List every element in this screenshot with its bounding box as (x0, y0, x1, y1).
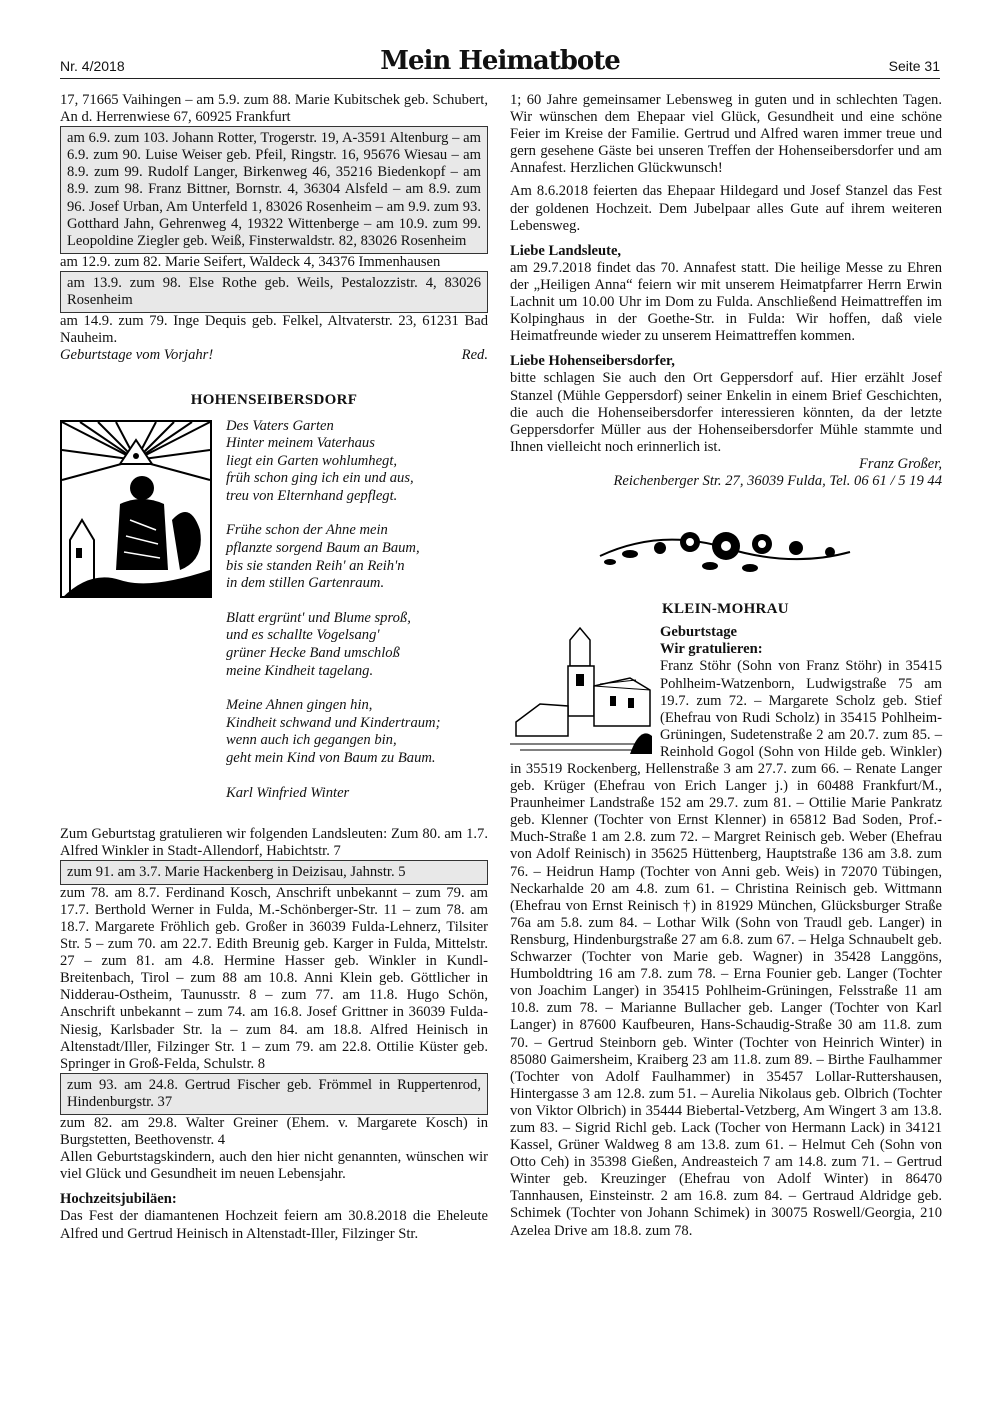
church-illustration (510, 626, 652, 754)
woodcut-illustration (60, 420, 212, 598)
right-column (510, 92, 942, 1240)
section-title-klein-mohrau: KLEIN-MOHRAU (662, 601, 789, 618)
editor-sign: Red. (461, 347, 488, 364)
congratulation-heading: Wir gratulieren: (660, 641, 763, 658)
floral-ornament (510, 518, 942, 578)
poem-line: meine Kindheit tagelang. (226, 662, 374, 679)
birthday-text: am 12.9. zum 82. Marie Seifert, Waldeck 4, 34376 Immenhausen (60, 253, 441, 270)
poem-line: früh schon ging ich ein und aus, (226, 470, 414, 487)
anniversary-heading: Hochzeitsjubiläen: (60, 1191, 177, 1208)
poem-line: geht mein Kind von Baum zu Baum. (226, 750, 436, 766)
page-number: Seite 31 (888, 58, 940, 74)
poem-line: Kindheit schwand und Kindertraum; (226, 714, 441, 731)
poem-line: bis sie standen Reih' an Reih'n (226, 557, 405, 574)
highlight-box: zum 93. am 24.8. Gertrud Fischer geb. Frömmel in Ruppertenrod, Hindenburgstr. 37 (60, 1073, 488, 1115)
poem-line: liegt ein Garten wohlumhegt, (226, 452, 398, 469)
poem-author: Karl Winfried Winter (226, 784, 350, 801)
note-text: Geburtstage vom Vorjahr! (60, 347, 214, 364)
poem-block (60, 418, 488, 826)
signature-address: Reichenberger Str. 27, 36039 Fulda, Tel. 06 61 / 5 19 44 (613, 472, 942, 489)
klein-mohrau-birthdays: Franz Stöhr (Sohn von Franz Stöhr) in 35415 Pohlheim-Watzenborn, Ludwigstraße 75 am 19.7. zum 72. – Margarete Scholz geb. Stief (Ehefrau von Rudi Scholz) in 35415 Pohlheim-Grüningen, Sudetenstraße 2 am 20.7. zum 85. – Reinhold Gogol (Sohn von Hilde geb. Winkler) in 35519 Rockenberg, Hellenstraße 3 am 27.7. zum 66. – Renate Langer geb. Krüger (Ehefrau von Erich Langer j.) in 60488 Frankfurt/M., Praunheimer Landstraße 152 am 29.7. zum 81. – Ottilie Marie Pankratz geb. Klenner (Tochter von Ernst Klenner) in 65812 Bad Soden, Prof.-Much-Straße 1 am 2.8. zum 72. – Margret Reinisch geb. Weber (Ehefrau von Adolf Reinisch) in 35625 Hüttenberg, Hauptstraße 136 am 3.8. zum 76. – Heidrun Hamp (Tochter von Anni geb. Weis) in 72070 Tübingen, Neckarhalde 20 am 4.8. zum 61. – Christina Reinisch geb. Wittmann (Ehefrau von Ernst Reinisch †) in 81929 München, Glücksburger Straße 76a am 5.8. zum 84. – Lothar Wilk (Sohn von Traudl geb. Langer) in Rensburg, Hindenburgstraße 27 am 6.8. zum 67. – Helga Schnaubelt geb. Schwarzer (Tochter von Marie geb. Wagner) in 35428 Langgöns, Humboldtring 16 am 7.8. zum 78. – Erna Founier geb. Langer (Tochter von Joachim Langer) in 35415 Pohlheim-Grüningen, Felsstraße 11 am 10.8. zum 78. – Marianne Bullacher geb. Langer (Tochter von Karl Langer) in 87600 Kaufbeuren, Hans-Schaudig-Straße 30 am 11.8. zum 70. – Gertrud Steinborn geb. Winter (Tochter von Heinrich Winter) in 85080 Gaimersheim, Kraiberg 23 am 11.8. zum 89. – Birthe Faulhammer (Tochter von Adolf Faulhammer) in 35457 Lollar-Ruttershausen, Hintergasse 3 am 12.8. zum 51. – Aurelia Nikolaus geb. Olbrich (Tochter von Viktor Olbrich) in 35444 Biebertal-Vetzberg, Am Wingert 3 am 13.8. zum 83. – Sigrid Richl geb. Lack (Tocher von Hermann Lack) in 34121 Kassel, Grüner Waldweg 8 am 13.8. zum 61. – Helmut Ceh (Sohn von Otto Ceh) in 35398 Gießen, Andreasteich 7 am 14.8. zum 71. – Gertrud Winter geb. Kreuzinger (Ehefrau von Adolf Winter) in 86470 Tannhausen, Einsteinstr. 2 am 16.8. zum 84. – Gertraud Aldridge geb. Schimek (Tochter von Johann Schimek) in 30075 Roswell/Georgia, 210 Azelea Drive am 18.8. zum 78. (510, 658, 942, 1239)
poem-line: Hinter meinem Vaterhaus (226, 435, 375, 452)
page-header (60, 38, 940, 79)
poem-line: wenn auch ich gegangen bin, (226, 732, 397, 749)
greeting-text: Allen Geburtstagskindern, auch den hier nicht genannten, wünschen wir viel Glück und Gesundheit im neuen Lebensjahr. (60, 1149, 488, 1183)
highlight-box: am 6.9. zum 103. Johann Rotter, Trogerstr. 19, A-3591 Altenburg – am 6.9. zum 90. Luise Weiser geb. Pfeil, Ringstr. 16, 95676 Wiesau – am 8.9. zum 99. Rudolf Langer, Birkenweg 46, 35216 Biedenkopf – am 8.9. zum 98. Franz Bittner, Bornstr. 4, 36304 Alsfeld – am 8.9. zum 96. Josef Urban, Am Unterfeld 1, 83026 Rosenheim – am 9.9. zum 93. Gotthard Jahn, Gehrenweg 4, 19322 Wittenberge – am 10.9. zum 99. Leopoldine Ziegler geb. Weiß, Finsterwaldstr. 82, 83026 Rosenheim (60, 126, 488, 254)
birthday-text: Zum Geburtstag gratulieren wir folgenden Landsleuten: Zum 80. am 1.7. Alfred Winkler in Stadt-Allendorf, Habichtstr. 7 (60, 825, 488, 859)
birthday-text: 17, 71665 Vaihingen – am 5.9. zum 88. Marie Kubitschek geb. Schubert, An d. Herrenwiese 67, 60925 Frankfurt (60, 92, 488, 126)
newspaper-title: Mein Heimatbote (380, 46, 620, 76)
klein-mohrau-block (510, 624, 942, 1239)
poem-line: treu von Elternhand gepflegt. (226, 487, 398, 504)
highlight-box: zum 91. am 3.7. Marie Hackenberg in Deizisau, Jahnstr. 5 (60, 860, 488, 885)
geppersdorf-text: bitte schlagen Sie auch den Ort Geppersdorf auf. Hier erzählt Josef Stanzel (Mühle Geppersdorf) seiner Enkelin in einem Brief Geschichten, die auch die Hohenseibersdorfer interessieren könnten, da der letzte Geppersdorfer Müller aus der Hohenseibersdorfer Mühle stammte und Ihnen vielleicht noch erinnerlich ist. (510, 370, 942, 455)
signature-name: Franz Großer, (859, 455, 942, 472)
poem-line: in dem stillen Gartenraum. (226, 575, 385, 592)
poem-text (226, 418, 488, 803)
anniversary-text: Am 8.6.2018 feierten das Ehepaar Hildegard und Josef Stanzel das Fest der goldenen Hochzeit. Dem Jubelpaar alles Gute auf ihrem weiteren Lebensweg. (510, 183, 942, 234)
letter-heading: Liebe Landsleute, (510, 242, 622, 259)
highlight-box: am 13.9. zum 98. Else Rothe geb. Weils, Pestalozzistr. 4, 83026 Rosenheim (60, 271, 488, 313)
birthday-text: zum 78. am 8.7. Ferdinand Kosch, Anschrift unbekannt – zum 79. am 17.7. Berthold Werner in Fulda, M.-Schönberger-Str. 11 – zum 78. am 18.7. Margarete Fröhlich geb. Großer in 36039 Fulda-Lehnerz, Tilsiter Str. 5 – zum 70. am 22.7. Edith Breunig geb. Karger in Fulda, Mittelstr. 27 – zum 81. am 4.8. Hermine Hasser geb. Winkler in Kundl-Breitenbach, Tirol – zum 88 am 10.8. Anni Klein geb. Göttlicher in Nidderau-Ostheim, Taunusstr. 8 – zum 77. am 11.8. Hugo Schön, Anschrift unbekannt – zum 74. am 16.8. Josef Grittner in 36039 Fulda-Niesig, Karlsbader Str. la – zum 84. am 18.8. Alfred Heinisch in Altenstadt/Iller, Filzinger Str. 1 – zum 79. am 22.8. Ottilie Küster geb. Springer in Groß-Felda, Schulstr. 8 (60, 884, 488, 1072)
poem-stanza (226, 418, 488, 506)
section-title-hohenseibersdorf: HOHENSEIBERSDORF (190, 392, 358, 409)
poem-line: Des Vaters Garten (226, 417, 334, 434)
left-column (60, 92, 488, 1243)
poem-line: grüner Hecke Band umschloß (226, 645, 400, 662)
annafest-text: am 29.7.2018 findet das 70. Annafest statt. Die heilige Messe zu Ehren der „Heiligen Anna“ feiern wir mit unserem Heimatpfarrer Herrn Erwin Lachnit um 10.00 Uhr im Dom zu Fulda. Anschließend Heimattreffen im Kolpinghaus in der Goethe-Str. in Fulda: Wir hoffen, daß viele Heimatfreunde wieder zu unserem Heimattreffen kommen. (510, 259, 942, 345)
poem-line: Frühe schon der Ahne mein (226, 522, 388, 539)
anniversary-text: Das Fest der diamantenen Hochzeit feiern am 30.8.2018 die Eheleute Alfred und Gertrud Heinisch in Altenstadt-Iller, Filzinger Str. (60, 1208, 488, 1242)
poem-stanza (226, 697, 488, 767)
poem-stanza (226, 610, 488, 680)
letter-heading: Liebe Hohenseibersdorfer, (510, 353, 675, 370)
anniversary-text: 1; 60 Jahre gemeinsamer Lebensweg in guten und in schlechten Tagen. Wir wünschen dem Ehepaar viel Glück, Gesundheit und eine schöne Feier im Kreise der Familie. Gertrud und Alfred waren immer treue und gern gesehene Gäste bei unseren Treffen der Hohenseibersdorfer und am Annafest. Herzlichen Glückwunsch! (510, 92, 942, 177)
poem-line: und es schallte Vogelsang' (226, 627, 380, 644)
birthday-text: zum 82. am 29.8. Walter Greiner (Ehem. v. Margarete Kosch) in Burgstetten, Beethovenstr. 4 (60, 1115, 488, 1149)
poem-line: Meine Ahnen gingen hin, (226, 697, 373, 714)
poem-line: Blatt ergrünt' und Blume sproß, (226, 609, 411, 626)
editor-note (60, 347, 488, 364)
poem-stanza (226, 522, 488, 592)
issue-number: Nr. 4/2018 (60, 58, 125, 74)
birthday-text: am 14.9. zum 79. Inge Dequis geb. Felkel, Altvaterstr. 23, 61231 Bad Nauheim. (60, 313, 488, 347)
poem-line: pflanzte sorgend Baum an Baum, (226, 540, 420, 557)
birthday-heading: Geburtstage (660, 624, 738, 641)
